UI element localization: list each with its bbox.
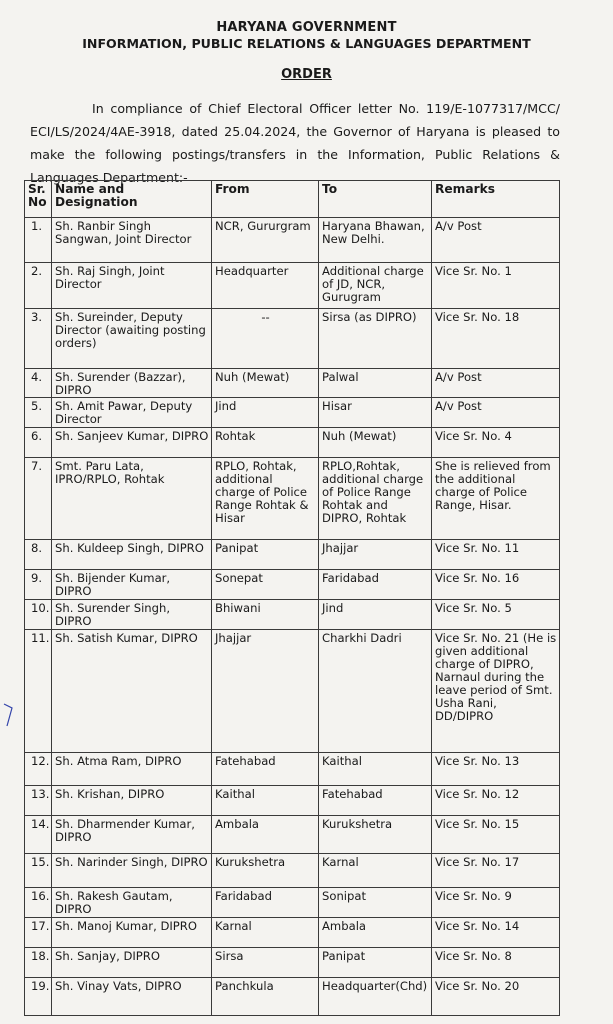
cell-to: Karnal [319,854,432,888]
cell-to: Palwal [319,369,432,398]
cell-name-designation: Sh. Sanjay, DIPRO [52,948,212,978]
cell-to: Haryana Bhawan, New Delhi. [319,218,432,263]
cell-from: Jhajjar [212,630,319,753]
cell-sr-no: 7. [25,458,52,540]
cell-sr-no: 12. [25,753,52,786]
cell-remarks: Vice Sr. No. 14 [432,918,560,948]
cell-name-designation: Sh. Ranbir Singh Sangwan, Joint Director [52,218,212,263]
cell-remarks: Vice Sr. No. 21 (He is given additional charge of DIPRO, Narnaul during the leave period of Smt. Usha Rani, DD/DIPRO [432,630,560,753]
header-to: To [319,181,432,218]
cell-remarks: Vice Sr. No. 9 [432,888,560,918]
cell-name-designation: Sh. Krishan, DIPRO [52,786,212,816]
cell-name-designation: Sh. Atma Ram, DIPRO [52,753,212,786]
cell-to: Kurukshetra [319,816,432,854]
table-row [25,630,560,753]
cell-remarks: Vice Sr. No. 1 [432,263,560,309]
cell-sr-no: 6. [25,428,52,458]
table-row [25,540,560,570]
cell-to: Charkhi Dadri [319,630,432,753]
cell-from: RPLO, Rohtak, additional charge of Police Range Rohtak & Hisar [212,458,319,540]
cell-name-designation: Sh. Surender (Bazzar), DIPRO [52,369,212,398]
government-heading: HARYANA GOVERNMENT [216,20,397,35]
cell-sr-no: 9. [25,570,52,600]
table-header-row [25,181,560,218]
header-name-designation: Name and Designation [52,181,212,218]
cell-sr-no: 1. [25,218,52,263]
cell-from: Rohtak [212,428,319,458]
cell-to: Jind [319,600,432,630]
table-row [25,428,560,458]
cell-remarks: Vice Sr. No. 4 [432,428,560,458]
table-row [25,888,560,918]
cell-to: Panipat [319,948,432,978]
department-heading: INFORMATION, PUBLIC RELATIONS & LANGUAGES DEPARTMENT [82,36,531,51]
cell-sr-no: 14. [25,816,52,854]
table-row [25,309,560,369]
cell-from: Sirsa [212,948,319,978]
cell-from: Headquarter [212,263,319,309]
header-remarks: Remarks [432,181,560,218]
cell-remarks: Vice Sr. No. 13 [432,753,560,786]
table-row [25,263,560,309]
cell-from: Ambala [212,816,319,854]
handwritten-mark-icon [2,700,14,730]
cell-from: Sonepat [212,570,319,600]
cell-from: Nuh (Mewat) [212,369,319,398]
cell-name-designation: Sh. Sureinder, Deputy Director (awaiting posting orders) [52,309,212,369]
cell-from: Jind [212,398,319,428]
cell-sr-no: 8. [25,540,52,570]
table-row [25,816,560,854]
table-row [25,948,560,978]
cell-sr-no: 15. [25,854,52,888]
header-sr-no: Sr. No [25,181,52,218]
cell-to: Ambala [319,918,432,948]
cell-name-designation: Sh. Satish Kumar, DIPRO [52,630,212,753]
cell-from: Faridabad [212,888,319,918]
cell-to: Additional charge of JD, NCR, Gurugram [319,263,432,309]
cell-sr-no: 2. [25,263,52,309]
cell-from: Panchkula [212,978,319,1016]
cell-remarks: A/v Post [432,218,560,263]
table-row [25,570,560,600]
cell-sr-no: 3. [25,309,52,369]
cell-to: Hisar [319,398,432,428]
cell-from: NCR, Gururgram [212,218,319,263]
table-row [25,369,560,398]
cell-remarks: Vice Sr. No. 20 [432,978,560,1016]
cell-from: Fatehabad [212,753,319,786]
table-row [25,854,560,888]
cell-sr-no: 16. [25,888,52,918]
table-row [25,978,560,1016]
table-row [25,600,560,630]
cell-to: Sirsa (as DIPRO) [319,309,432,369]
cell-remarks: Vice Sr. No. 15 [432,816,560,854]
cell-name-designation: Smt. Paru Lata, IPRO/RPLO, Rohtak [52,458,212,540]
cell-name-designation: Sh. Narinder Singh, DIPRO [52,854,212,888]
cell-from: Kurukshetra [212,854,319,888]
cell-to: RPLO,Rohtak, additional charge of Police Range Rohtak and DIPRO, Rohtak [319,458,432,540]
cell-name-designation: Sh. Sanjeev Kumar, DIPRO [52,428,212,458]
cell-sr-no: 4. [25,369,52,398]
cell-to: Jhajjar [319,540,432,570]
table-row [25,398,560,428]
cell-to: Nuh (Mewat) [319,428,432,458]
cell-sr-no: 17. [25,918,52,948]
cell-remarks: Vice Sr. No. 12 [432,786,560,816]
cell-from: Karnal [212,918,319,948]
intro-paragraph: In compliance of Chief Electoral Officer letter No. 119/E-1077317/MCC/ ECI/LS/2024/4AE-3918, dated 25.04.2024, the Governor of Haryana is pleased to make the following postings/transfers in the Information, Public Relations & Languages Department:- [30,101,560,185]
cell-name-designation: Sh. Surender Singh, DIPRO [52,600,212,630]
cell-name-designation: Sh. Manoj Kumar, DIPRO [52,918,212,948]
cell-remarks: Vice Sr. No. 16 [432,570,560,600]
cell-from: Panipat [212,540,319,570]
table-row [25,218,560,263]
cell-sr-no: 10. [25,600,52,630]
cell-name-designation: Sh. Amit Pawar, Deputy Director [52,398,212,428]
cell-to: Fatehabad [319,786,432,816]
cell-sr-no: 13. [25,786,52,816]
order-title: ORDER [281,67,332,82]
postings-table [24,180,560,1016]
cell-remarks: Vice Sr. No. 17 [432,854,560,888]
cell-remarks: A/v Post [432,398,560,428]
cell-remarks: Vice Sr. No. 5 [432,600,560,630]
cell-sr-no: 18. [25,948,52,978]
cell-to: Kaithal [319,753,432,786]
cell-name-designation: Sh. Bijender Kumar, DIPRO [52,570,212,600]
cell-name-designation: Sh. Dharmender Kumar, DIPRO [52,816,212,854]
cell-sr-no: 5. [25,398,52,428]
cell-name-designation: Sh. Kuldeep Singh, DIPRO [52,540,212,570]
cell-name-designation: Sh. Vinay Vats, DIPRO [52,978,212,1016]
cell-from: Bhiwani [212,600,319,630]
cell-remarks: Vice Sr. No. 8 [432,948,560,978]
cell-to: Headquarter(Chd) [319,978,432,1016]
cell-remarks: A/v Post [432,369,560,398]
cell-remarks: Vice Sr. No. 18 [432,309,560,369]
table-row [25,458,560,540]
table-row [25,786,560,816]
header-from: From [212,181,319,218]
cell-remarks: She is relieved from the additional charge of Police Range, Hisar. [432,458,560,540]
table-row [25,918,560,948]
cell-name-designation: Sh. Rakesh Gautam, DIPRO [52,888,212,918]
cell-sr-no: 11. [25,630,52,753]
table-row [25,753,560,786]
cell-from: Kaithal [212,786,319,816]
cell-to: Faridabad [319,570,432,600]
cell-remarks: Vice Sr. No. 11 [432,540,560,570]
cell-from: -- [212,309,319,369]
cell-name-designation: Sh. Raj Singh, Joint Director [52,263,212,309]
cell-sr-no: 19. [25,978,52,1016]
cell-to: Sonipat [319,888,432,918]
